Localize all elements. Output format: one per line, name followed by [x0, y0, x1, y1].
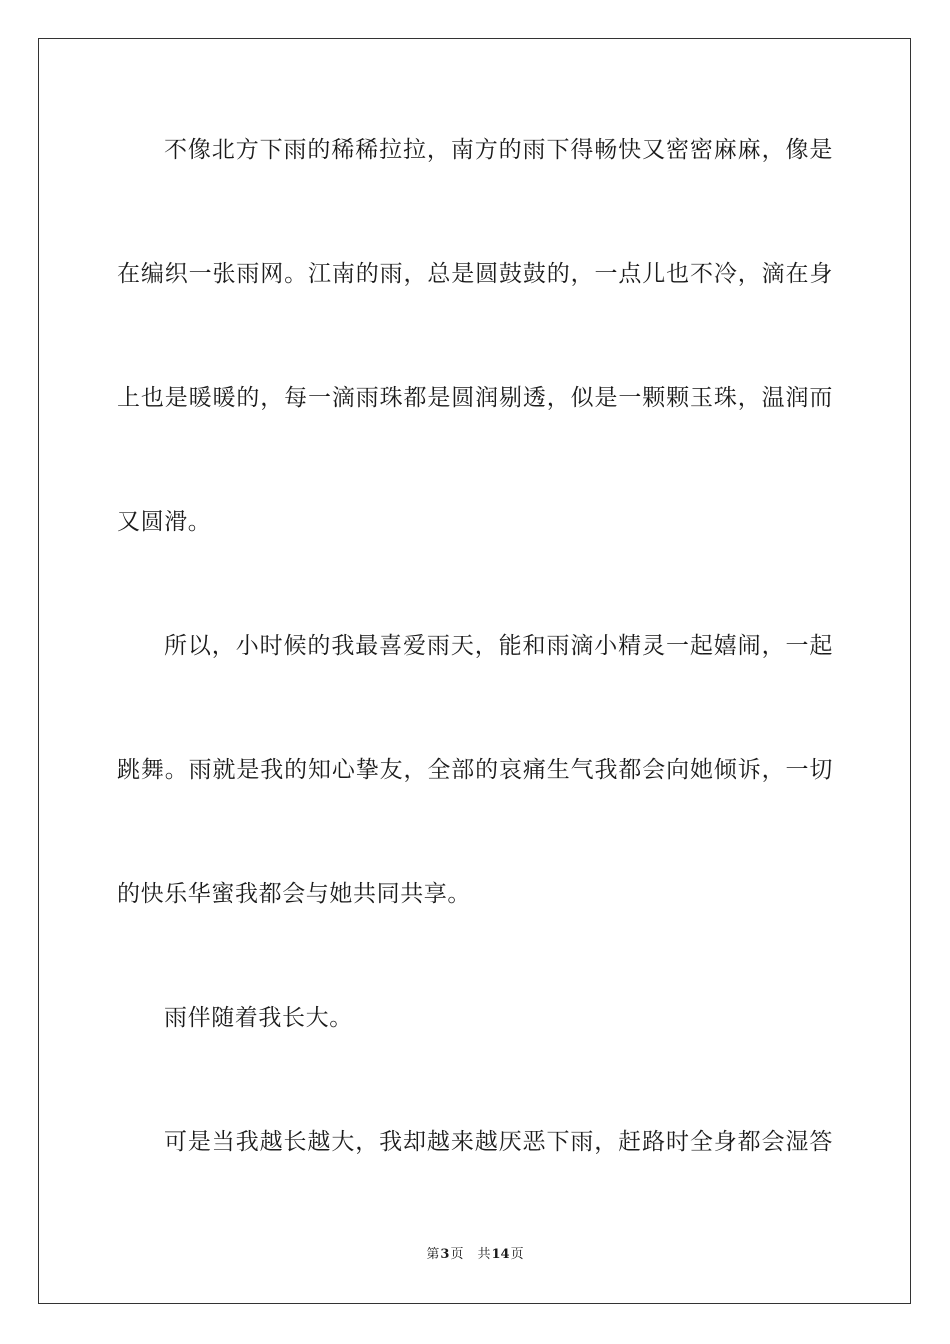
page-suffix: 页 — [450, 1247, 464, 1262]
paragraph-line: 又圆滑。 — [117, 509, 212, 535]
paragraph-line: 可是当我越长越大，我却越来越厌恶下雨，赶路时全身都会湿答 — [164, 1129, 833, 1155]
paragraph-line: 上也是暖暖的，每一滴雨珠都是圆润剔透，似是一颗颗玉珠，温润而 — [117, 385, 833, 411]
paragraph-line: 雨伴随着我长大。 — [164, 1005, 353, 1031]
total-pages: 14 — [491, 1247, 510, 1262]
page-border — [38, 38, 911, 1304]
paragraph-line: 不像北方下雨的稀稀拉拉，南方的雨下得畅快又密密麻麻，像是 — [164, 137, 833, 163]
paragraph-line: 所以，小时候的我最喜爱雨天，能和雨滴小精灵一起嬉闹，一起 — [164, 633, 833, 659]
total-prefix: 共 — [477, 1247, 491, 1262]
paragraph-line: 在编织一张雨网。江南的雨，总是圆鼓鼓的，一点儿也不冷，滴在身 — [117, 261, 833, 287]
page-number: 3 — [440, 1247, 450, 1262]
page-footer — [0, 1246, 950, 1264]
paragraph-line: 跳舞。雨就是我的知心挚友，全部的哀痛生气我都会向她倾诉，一切 — [117, 757, 833, 783]
total-suffix: 页 — [510, 1247, 524, 1262]
page-prefix: 第 — [426, 1247, 440, 1262]
paragraph-line: 的快乐华蜜我都会与她共同共享。 — [117, 881, 471, 907]
